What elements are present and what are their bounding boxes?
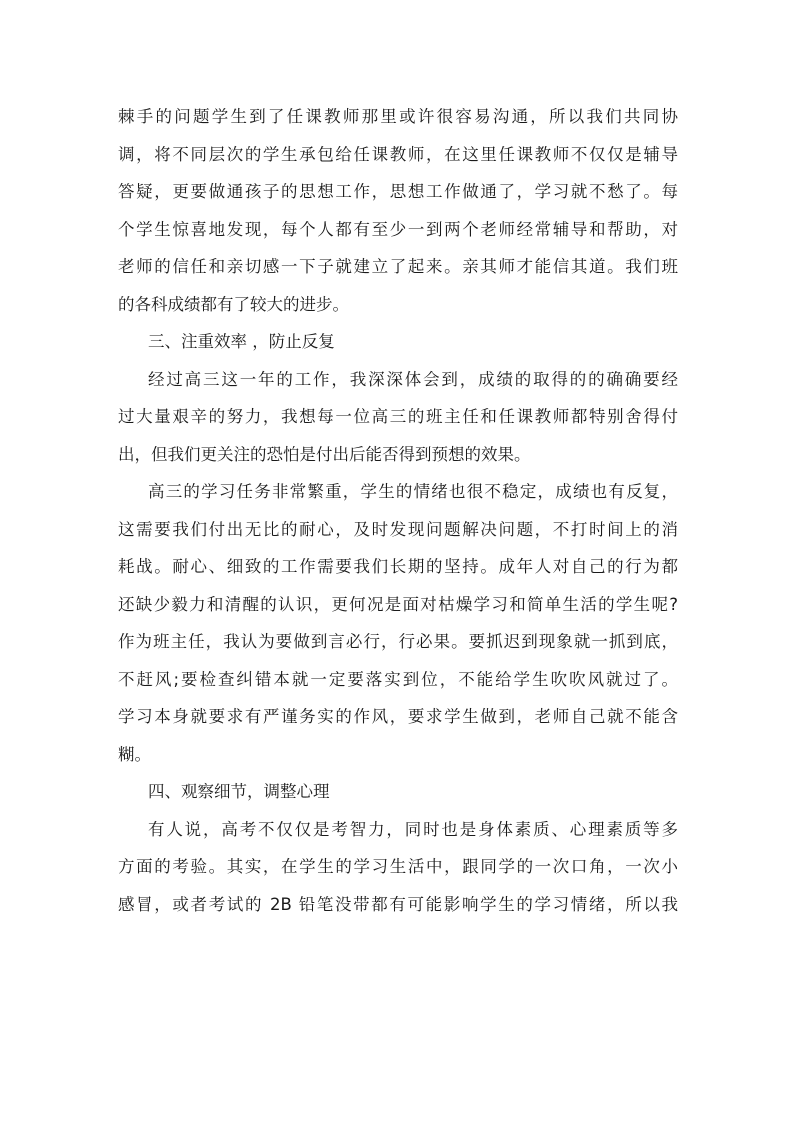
text-line: 经过高三这一年的工作，我深深体会到，成绩的取得的的确确要经 [148, 369, 678, 389]
section-heading: 四、观察细节，调整心理 [148, 782, 330, 801]
text-line: 方面的考验。其实，在学生的学习生活中，跟同学的一次口角，一次小 [118, 857, 678, 876]
paragraph [118, 473, 678, 773]
text-line: 的各科成绩都有了较大的进步。 [118, 294, 349, 314]
paragraph [118, 811, 678, 924]
text-line: 感冒，或者考试的 2B 铅笔没带都有可能影响学生的学习情绪，所以我 [118, 894, 678, 914]
document-body [118, 98, 678, 923]
text-line: 出，但我们更关注的恐怕是付出后能否得到预想的效果。 [118, 444, 531, 464]
text-line: 不赶风;要检查纠错本就一定要落实到位，不能给学生吹吹风就过了。 [118, 669, 678, 689]
text-line: 这需要我们付出无比的耐心，及时发现问题解决问题，不打时间上的消 [118, 519, 678, 539]
text-line: 高三的学习任务非常繁重，学生的情绪也很不稳定，成绩也有反复， [148, 482, 678, 501]
text-line: 有人说，高考不仅仅是考智力，同时也是身体素质、心理素质等多 [148, 819, 678, 839]
text-line: 过大量艰辛的努力，我想每一位高三的班主任和任课教师都特别舍得付 [118, 407, 678, 426]
text-line: 作为班主任，我认为要做到言必行，行必果。要抓迟到现象就一抓到底， [118, 632, 678, 651]
section-heading: 三、注重效率 ，防止反复 [148, 332, 335, 351]
paragraph [118, 98, 678, 323]
text-line: 学习本身就要求有严谨务实的作风，要求学生做到，老师自己就不能含 [118, 707, 678, 726]
text-line: 答疑，更要做通孩子的思想工作，思想工作做通了，学习就不愁了。每 [118, 182, 678, 201]
text-line: 糊。 [118, 744, 151, 764]
text-line: 棘手的问题学生到了任课教师那里或许很容易沟通，所以我们共同协 [118, 107, 678, 126]
text-line: 调，将不同层次的学生承包给任课教师，在这里任课教师不仅仅是辅导 [118, 144, 678, 164]
text-line: 还缺少毅力和清醒的认识，更何况是面对枯燥学习和简单生活的学生呢? [118, 594, 678, 614]
paragraph [118, 361, 678, 474]
text-line: 个学生惊喜地发现，每个人都有至少一到两个老师经常辅导和帮助，对 [118, 219, 678, 239]
text-line: 耗战。耐心、细致的工作需要我们长期的坚持。成年人对自己的行为都 [118, 557, 678, 576]
text-line: 老师的信任和亲切感一下子就建立了起来。亲其师才能信其道。我们班 [118, 257, 678, 276]
